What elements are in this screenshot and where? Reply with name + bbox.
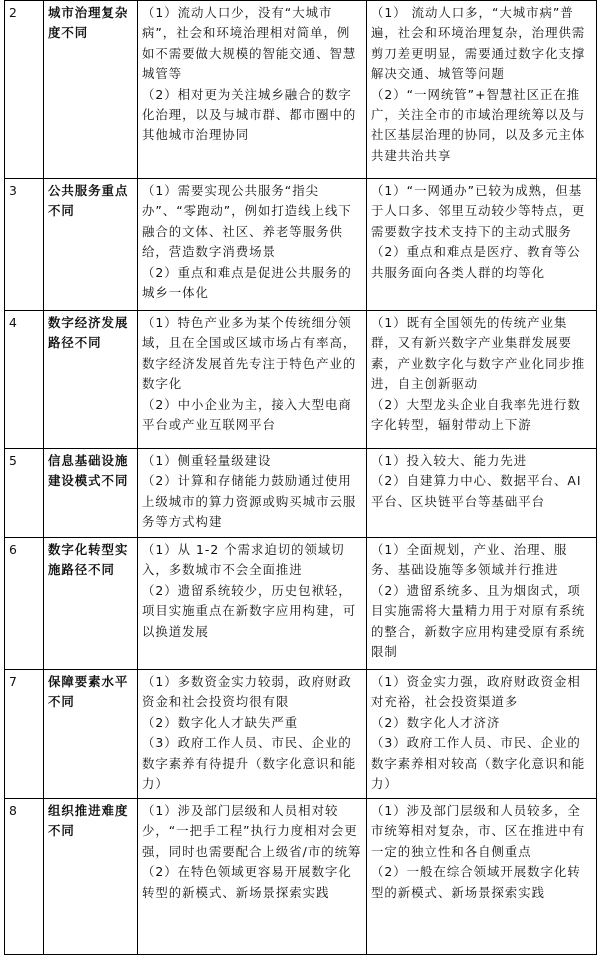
paragraph: （1） 流动人口多，“大城市病”普遍，社会和环境治理复杂，治理供需剪刀差更明显，需要通过数字化支撑解决交通、城管等问题 — [371, 5, 586, 82]
paragraph: （2）遗留系统较少，历史包袱轻，项目实施重点在新数字应用构建，可以换道发展 — [142, 582, 357, 639]
row-number: 6 — [5, 538, 44, 670]
paragraph: （2）一般在综合领域开展数字化转型的新模式、新场景探索实践 — [371, 864, 581, 900]
paragraph: （1）全面规划，产业、治理、服务、基础设施等多领域并行推进 — [371, 542, 568, 578]
row-number: 3 — [5, 179, 44, 311]
paragraph: （2）在特色领域更容易开展数字化转型的新模式、新场景探索实践 — [142, 864, 352, 900]
paragraph: （1）流动人口少，没有“大城市病”，社会和环境治理相对简单，例如不需要做大规模的智能交通、智慧城管等 — [142, 5, 357, 82]
large-city-cell — [367, 538, 597, 670]
table-body — [5, 1, 597, 955]
paragraph: （1）涉及部门层级和人员相对较少，“一把手工程”执行力度相对会更强，同时也需要配合上级省/市的统筹 — [142, 803, 362, 859]
dimension-cell: 保障要素水平不同 — [44, 670, 138, 799]
table-row — [5, 1, 597, 179]
paragraph: （3）政府工作人员、市民、企业的数字素养有待提升（数字化意识和能力） — [142, 735, 357, 792]
row-number: 2 — [5, 1, 44, 179]
paragraph: （2）重点和难点是医疗、教育等公共服务面向各类人群的均等化 — [371, 244, 581, 280]
large-city-cell — [367, 179, 597, 311]
small-city-cell — [138, 799, 367, 955]
row-number: 5 — [5, 449, 44, 538]
table-row — [5, 311, 597, 449]
small-city-cell — [138, 449, 367, 538]
paragraph: （2）重点和难点是促进公共服务的城乡一体化 — [142, 264, 352, 301]
table-row — [5, 179, 597, 311]
small-city-cell — [138, 670, 367, 799]
paragraph: （1）多数资金实力较弱，政府财政资金和社会投资均很有限 — [142, 674, 352, 710]
paragraph: （2）数字化人才济济 — [371, 714, 501, 730]
paragraph: （1）投入较大、能力先进 — [371, 453, 528, 468]
paragraph: （1）需要实现公共服务“指尖办”、“零跑动”，例如打造线上线下融合的文体、社区、养老等服务供给，营造数字消费场景 — [142, 183, 352, 260]
table-row — [5, 538, 597, 670]
paragraph: （2）遗留系统多、且为烟囱式，项目实施需将大量精力用于对原有系统的整合，新数字应用构建受原有系统限制 — [371, 582, 586, 660]
paragraph: （2）相对更为关注城乡融合的数字化治理，以及与城市群、都市圈中的其他城市治理协同 — [142, 86, 357, 143]
paragraph: （2）大型龙头企业自我率先进行数字化转型，辐射带动上下游 — [371, 396, 581, 433]
dimension-cell: 数字化转型实施路径不同 — [44, 538, 138, 670]
large-city-cell — [367, 799, 597, 955]
paragraph: （3）政府工作人员、市民、企业的数字素养相对较高（数字化意识和能力） — [371, 735, 586, 792]
paragraph: （2）数字化人才缺失严重 — [142, 714, 299, 730]
large-city-cell — [367, 670, 597, 799]
dimension-cell: 组织推进难度不同 — [44, 799, 138, 955]
table-row — [5, 449, 597, 538]
paragraph: （1）“一网通办”已较为成熟，但基于人口多、邻里互动较少等特点，更需要数字技术支持下的主动式服务 — [371, 183, 586, 239]
small-city-cell — [138, 311, 367, 449]
row-number: 4 — [5, 311, 44, 449]
large-city-cell — [367, 1, 597, 179]
paragraph: （2）中小企业为主，接入大型电商平台或产业互联网平台 — [142, 396, 352, 433]
paragraph: （1）侧重轻量级建设 — [142, 453, 272, 468]
table-row — [5, 799, 597, 955]
table-row — [5, 670, 597, 799]
dimension-cell: 公共服务重点不同 — [44, 179, 138, 311]
dimension-cell: 城市治理复杂度不同 — [44, 1, 138, 179]
row-number: 7 — [5, 670, 44, 799]
paragraph: （1）既有全国领先的传统产业集群，又有新兴数字产业集群发展要素，产业数字化与数字产业化同步推进，自主创新驱动 — [371, 315, 586, 392]
paragraph: （1）特色产业多为某个传统细分领域，且在全国或区域市场占有率高，数字经济发展首先专注于特色产业的数字化 — [142, 315, 357, 392]
row-number: 8 — [5, 799, 44, 955]
large-city-cell — [367, 311, 597, 449]
dimension-cell: 信息基础设施建设模式不同 — [44, 449, 138, 538]
large-city-cell — [367, 449, 597, 538]
paragraph: （2）自建算力中心、数据平台、AI 平台、区块链平台等基础平台 — [371, 473, 582, 509]
small-city-cell — [138, 1, 367, 179]
paragraph: （1）资金实力强，政府财政资金相对充裕，社会投资渠道多 — [371, 674, 581, 710]
paragraph: （2）计算和存储能力鼓励通过使用上级城市的算力资源或购买城市云服务等方式构建 — [142, 473, 357, 530]
paragraph: （1）从 1-2 个需求迫切的领域切入，多数城市不会全面推进 — [142, 542, 345, 578]
paragraph: （1）涉及部门层级和人员较多，全市统筹相对复杂，市、区在推进中有一定的独立性和各自侧重点 — [371, 803, 586, 859]
dimension-cell: 数字经济发展路径不同 — [44, 311, 138, 449]
comparison-table — [4, 0, 597, 955]
small-city-cell — [138, 179, 367, 311]
paragraph: （2）“一网统管”+智慧社区正在推广，关注全市的市域治理统筹以及与社区基层治理的协同，以及多元主体共建共治共享 — [371, 86, 586, 163]
small-city-cell — [138, 538, 367, 670]
